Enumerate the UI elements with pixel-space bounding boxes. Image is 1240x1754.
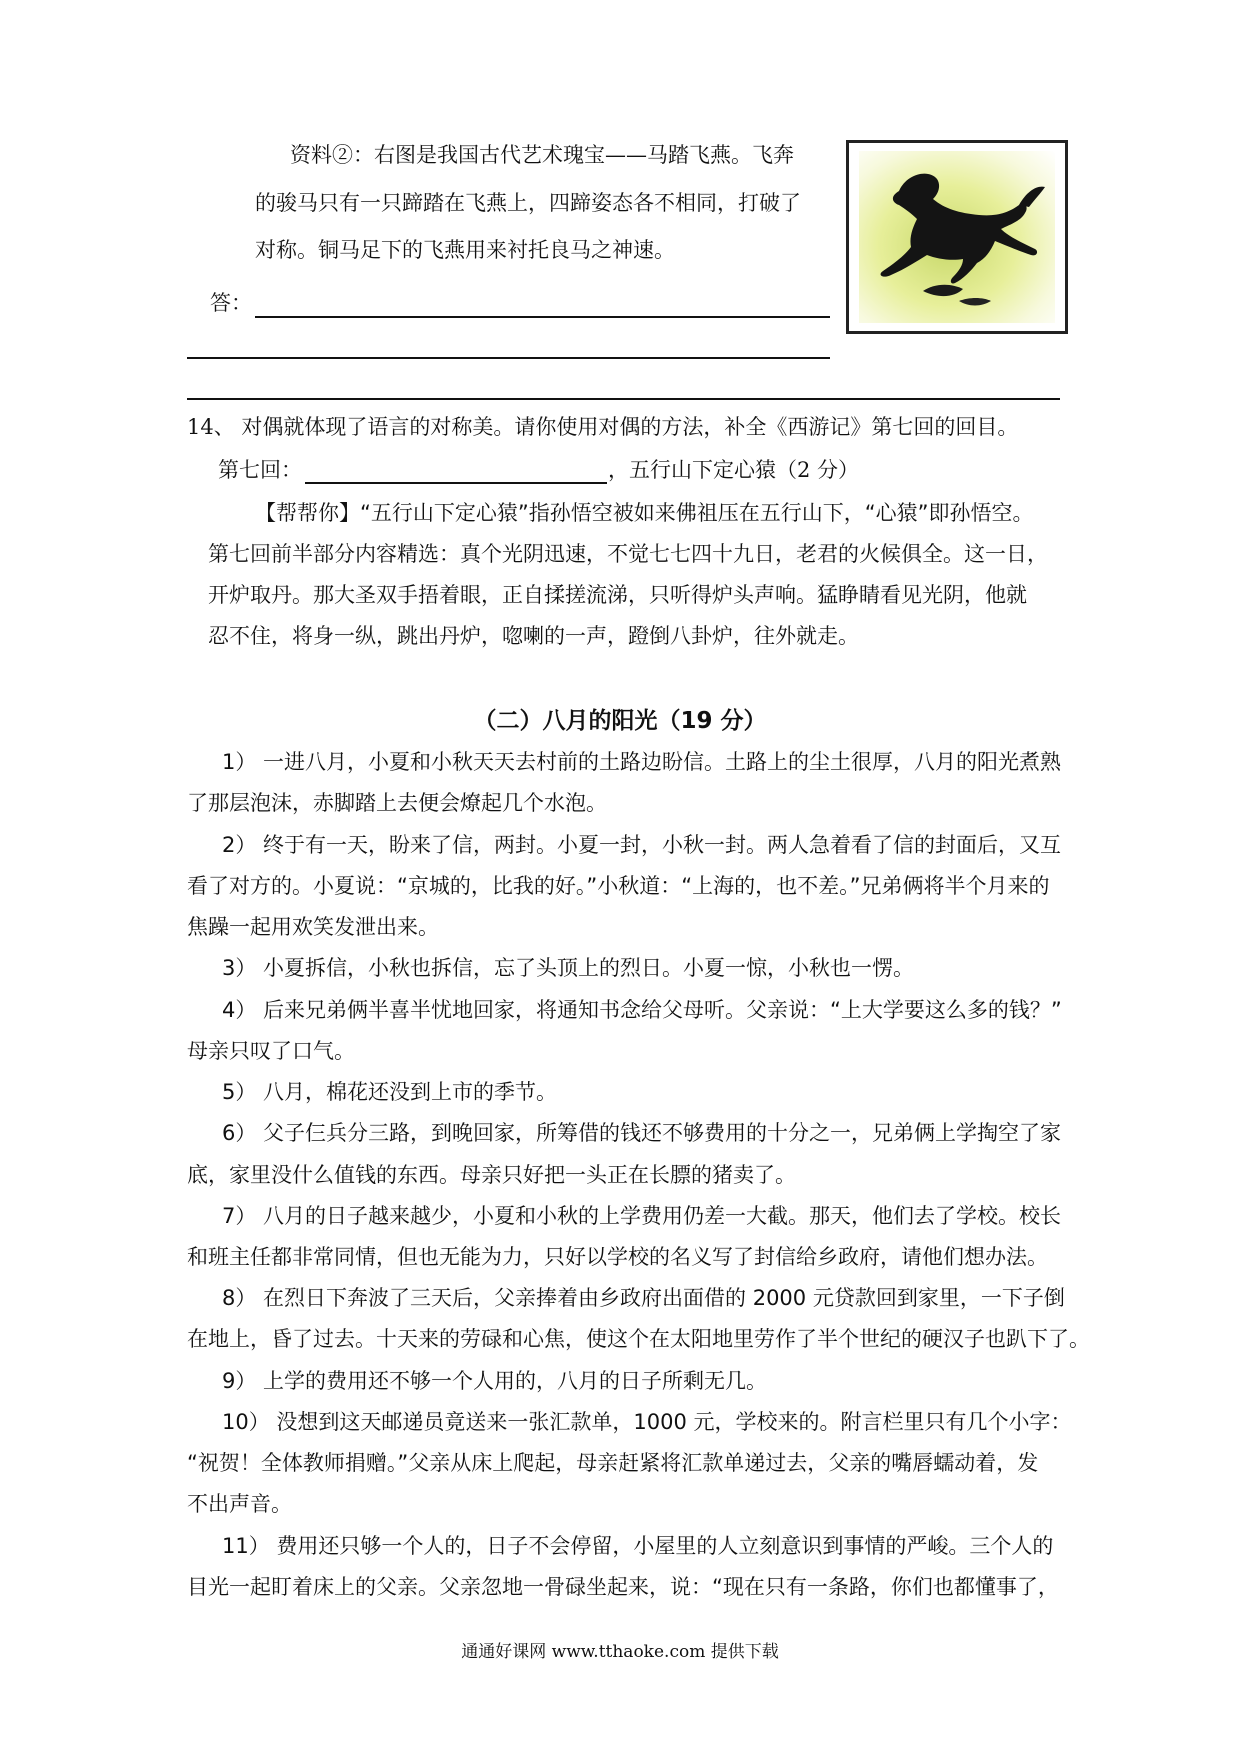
help-line-1: 【帮帮你】“五行山下定心猿”指孙悟空被如来佛祖压在五行山下，“心猿”即孙悟空。 [255,501,1034,525]
chapter-label: 第七回： [218,458,302,482]
horse-silhouette-icon [859,151,1055,323]
material-line-2: 的骏马只有一只蹄踏在飞燕上，四蹄姿态各不相同，打破了 [255,191,801,215]
story-line: 7） 八月的日子越来越少，小夏和小秋的上学费用仍差一大截。那天，他们去了学校。校长 [222,1204,1062,1228]
story-line: 8） 在烈日下奔波了三天后，父亲捧着由乡政府出面借的 2000 元贷款回到家里，一下子倒 [222,1286,1065,1310]
story-line: “祝贺！全体教师捐赠。”父亲从床上爬起，母亲赶紧将汇款单递过去，父亲的嘴唇蠕动着，发 [187,1451,1039,1475]
horse-picture-area [859,151,1055,323]
story-line: 11） 费用还只够一个人的，日子不会停留，小屋里的人立刻意识到事情的严峻。三个人的 [222,1534,1054,1558]
material-line-3: 对称。铜马足下的飞燕用来衬托良马之神速。 [255,238,675,262]
page-footer: 通通好课网 www.tthaoke.com 提供下载 [461,1642,779,1662]
question-14-prompt: 14、 对偶就体现了语言的对称美。请你使用对偶的方法，补全《西游记》第七回的回目。 [187,415,1019,439]
story-line: 9） 上学的费用还不够一个人用的，八月的日子所剩无几。 [222,1369,768,1393]
story-line: 底，家里没什么值钱的东西。母亲只好把一头正在长膘的猪卖了。 [187,1163,796,1187]
story-line: 母亲只叹了口气。 [187,1039,355,1063]
answer-label: 答： [210,291,252,315]
answer-line-3[interactable] [187,398,1060,400]
story-line: 6） 父子仨兵分三路，到晚回家，所筹借的钱还不够费用的十分之一，兄弟俩上学掏空了家 [222,1121,1062,1145]
story-line: 和班主任都非常同情，但也无能为力，只好以学校的名义写了封信给乡政府，请他们想办法。 [187,1245,1048,1269]
help-line-3: 开炉取丹。那大圣双手捂着眼，正自揉搓流涕，只听得炉头声响。猛睁睛看见光阴，他就 [208,583,1027,607]
story-line: 3） 小夏拆信，小秋也拆信，忘了头顶上的烈日。小夏一惊，小秋也一愣。 [222,956,915,980]
answer-line-2[interactable] [187,357,830,359]
story-line: 焦躁一起用欢笑发泄出来。 [187,915,439,939]
chapter-second-half: ，五行山下定心猿（2 分） [608,458,860,482]
material-line-1: 资料②：右图是我国古代艺术瑰宝——马踏飞燕。飞奔 [290,143,794,167]
story-line: 了那层泡沫，赤脚踏上去便会燎起几个水泡。 [187,791,607,815]
chapter-answer-line[interactable] [305,482,607,484]
story-line: 目光一起盯着床上的父亲。父亲忽地一骨碌坐起来，说：“现在只有一条路，你们也都懂事了， [187,1575,1059,1599]
story-line: 2） 终于有一天，盼来了信，两封。小夏一封，小秋一封。两人急着看了信的封面后，又互 [222,833,1062,857]
section-title: （二）八月的阳光（19 分） [473,708,767,734]
story-line: 不出声音。 [187,1492,292,1516]
help-line-4: 忍不住，将身一纵，跳出丹炉，唿喇的一声，蹬倒八卦炉，往外就走。 [208,624,859,648]
story-line: 4） 后来兄弟俩半喜半忧地回家，将通知书念给父母听。父亲说：“上大学要这么多的钱？” [222,998,1062,1022]
help-line-2: 第七回前半部分内容精选：真个光阴迅速，不觉七七四十九日，老君的火候俱全。这一日， [208,542,1048,566]
story-line: 5） 八月，棉花还没到上市的季节。 [222,1080,558,1104]
story-line: 看了对方的。小夏说：“京城的，比我的好。”小秋道：“上海的，也不差。”兄弟俩将半个月来的 [187,874,1050,898]
story-line: 10） 没想到这天邮递员竟送来一张汇款单，1000 元，学校来的。附言栏里只有几个小字： [222,1410,1072,1434]
bronze-galloping-horse-image [846,140,1068,334]
story-line: 在地上，昏了过去。十天来的劳碌和心焦，使这个在太阳地里劳作了半个世纪的硬汉子也趴下了。 [187,1327,1090,1351]
answer-line-1[interactable] [255,316,830,318]
story-line: 1） 一进八月，小夏和小秋天天去村前的土路边盼信。土路上的尘土很厚，八月的阳光煮熟 [222,750,1062,774]
